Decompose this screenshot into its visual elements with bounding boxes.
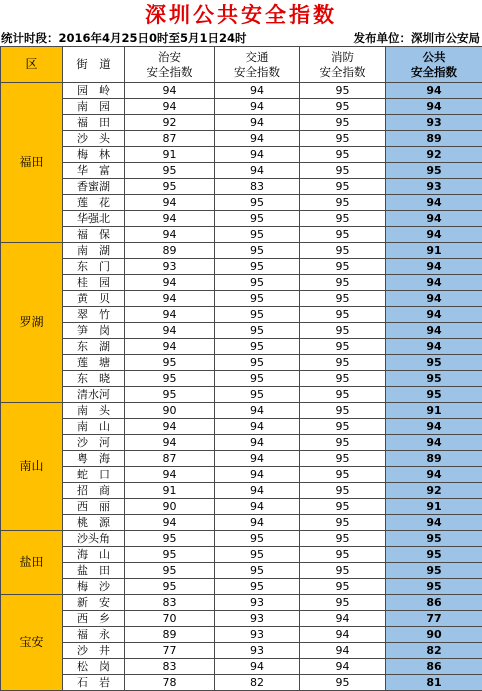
street-cell: 福 田 [63,115,125,131]
street-cell: 石 岩 [63,675,125,691]
security-cell: 78 [125,675,215,691]
traffic-cell: 95 [215,547,300,563]
header-fire: 消防 安全指数 [300,47,386,83]
fire-cell: 95 [300,499,386,515]
table-row [1,227,482,243]
table-row [1,419,482,435]
total-cell: 95 [386,547,482,563]
total-cell: 91 [386,499,482,515]
total-cell: 95 [386,387,482,403]
traffic-cell: 94 [215,451,300,467]
total-cell: 91 [386,403,482,419]
district-cell: 福田 [1,83,63,243]
total-cell: 94 [386,419,482,435]
total-cell: 77 [386,611,482,627]
traffic-cell: 94 [215,435,300,451]
security-cell: 94 [125,323,215,339]
district-cell: 南山 [1,403,63,531]
security-cell: 94 [125,195,215,211]
fire-cell: 95 [300,419,386,435]
traffic-cell: 95 [215,195,300,211]
table-row [1,659,482,675]
traffic-cell: 93 [215,643,300,659]
total-cell: 95 [386,579,482,595]
table-row [1,595,482,611]
fire-cell: 95 [300,675,386,691]
fire-cell: 95 [300,131,386,147]
table-row [1,115,482,131]
fire-cell: 95 [300,403,386,419]
street-cell: 西 丽 [63,499,125,515]
security-cell: 83 [125,659,215,675]
street-cell: 笋 岗 [63,323,125,339]
fire-cell: 95 [300,147,386,163]
traffic-cell: 95 [215,387,300,403]
table-row [1,131,482,147]
street-cell: 蛇 口 [63,467,125,483]
fire-cell: 95 [300,547,386,563]
fire-cell: 95 [300,243,386,259]
street-cell: 盐 田 [63,563,125,579]
fire-cell: 95 [300,563,386,579]
header-security: 治安 安全指数 [125,47,215,83]
security-cell: 94 [125,339,215,355]
table-row [1,259,482,275]
fire-cell: 95 [300,483,386,499]
traffic-cell: 94 [215,403,300,419]
traffic-cell: 94 [215,483,300,499]
traffic-cell: 95 [215,227,300,243]
security-cell: 95 [125,163,215,179]
total-cell: 95 [386,563,482,579]
header-row [1,47,482,83]
street-cell: 园 岭 [63,83,125,99]
table-row [1,611,482,627]
total-cell: 81 [386,675,482,691]
security-cell: 94 [125,211,215,227]
table-row [1,435,482,451]
fire-cell: 95 [300,467,386,483]
street-cell: 南 山 [63,419,125,435]
table-row [1,307,482,323]
street-cell: 沙 河 [63,435,125,451]
header-street: 街 道 [63,47,125,83]
security-cell: 95 [125,579,215,595]
fire-cell: 95 [300,83,386,99]
street-cell: 梅 沙 [63,579,125,595]
fire-cell: 95 [300,99,386,115]
table-row [1,371,482,387]
street-cell: 翠 竹 [63,307,125,323]
security-cell: 94 [125,307,215,323]
traffic-cell: 94 [215,147,300,163]
traffic-cell: 93 [215,595,300,611]
period-text: 统计时段：2016年4月25日0时至5月1日24时 [1,30,247,46]
traffic-cell: 95 [215,531,300,547]
traffic-cell: 82 [215,675,300,691]
security-cell: 95 [125,355,215,371]
page-title: 深圳公共安全指数 [0,0,482,30]
table-row [1,531,482,547]
table-body [1,83,482,691]
street-cell: 福 永 [63,627,125,643]
table-row [1,451,482,467]
street-cell: 南 湖 [63,243,125,259]
fire-cell: 95 [300,579,386,595]
index-table [0,46,482,691]
traffic-cell: 95 [215,291,300,307]
security-cell: 89 [125,243,215,259]
street-cell: 东 门 [63,259,125,275]
district-cell: 盐田 [1,531,63,595]
total-cell: 91 [386,243,482,259]
fire-cell: 95 [300,115,386,131]
street-cell: 香蜜湖 [63,179,125,195]
header-traffic: 交通 安全指数 [215,47,300,83]
security-cell: 77 [125,643,215,659]
security-cell: 95 [125,179,215,195]
total-cell: 82 [386,643,482,659]
security-cell: 95 [125,547,215,563]
table-row [1,547,482,563]
traffic-cell: 93 [215,611,300,627]
street-cell: 松 岗 [63,659,125,675]
header-total: 公共 安全指数 [386,47,482,83]
total-cell: 95 [386,371,482,387]
fire-cell: 94 [300,611,386,627]
security-cell: 90 [125,499,215,515]
street-cell: 桃 源 [63,515,125,531]
total-cell: 86 [386,659,482,675]
street-cell: 沙 头 [63,131,125,147]
traffic-cell: 94 [215,83,300,99]
table-row [1,355,482,371]
street-cell: 黄 贝 [63,291,125,307]
table-row [1,387,482,403]
meta-bar [0,30,482,46]
total-cell: 89 [386,131,482,147]
street-cell: 华强北 [63,211,125,227]
fire-cell: 95 [300,195,386,211]
table-row [1,467,482,483]
traffic-cell: 94 [215,419,300,435]
table-row [1,579,482,595]
security-cell: 87 [125,131,215,147]
total-cell: 94 [386,259,482,275]
fire-cell: 95 [300,291,386,307]
traffic-cell: 94 [215,99,300,115]
table-row [1,275,482,291]
street-cell: 东 湖 [63,339,125,355]
table-row [1,339,482,355]
traffic-cell: 94 [215,131,300,147]
security-cell: 83 [125,595,215,611]
traffic-cell: 95 [215,307,300,323]
total-cell: 94 [386,435,482,451]
security-cell: 92 [125,115,215,131]
table-row [1,515,482,531]
street-cell: 梅 林 [63,147,125,163]
total-cell: 94 [386,339,482,355]
security-cell: 94 [125,291,215,307]
security-cell: 93 [125,259,215,275]
table-row [1,643,482,659]
total-cell: 89 [386,451,482,467]
table-row [1,195,482,211]
total-cell: 93 [386,115,482,131]
traffic-cell: 94 [215,515,300,531]
publisher-text: 发布单位：深圳市公安局 [354,30,481,46]
traffic-cell: 95 [215,355,300,371]
table-row [1,163,482,179]
traffic-cell: 95 [215,259,300,275]
total-cell: 94 [386,99,482,115]
security-cell: 94 [125,419,215,435]
security-cell: 87 [125,451,215,467]
table-row [1,323,482,339]
fire-cell: 94 [300,659,386,675]
district-cell: 宝安 [1,595,63,691]
fire-cell: 95 [300,371,386,387]
security-cell: 94 [125,275,215,291]
fire-cell: 95 [300,163,386,179]
traffic-cell: 94 [215,659,300,675]
fire-cell: 95 [300,211,386,227]
total-cell: 95 [386,531,482,547]
traffic-cell: 94 [215,499,300,515]
total-cell: 94 [386,211,482,227]
security-cell: 94 [125,99,215,115]
header-district: 区 [1,47,63,83]
street-cell: 海 山 [63,547,125,563]
security-cell: 94 [125,467,215,483]
security-cell: 94 [125,515,215,531]
traffic-cell: 95 [215,211,300,227]
total-cell: 94 [386,515,482,531]
security-cell: 91 [125,483,215,499]
total-cell: 94 [386,323,482,339]
street-cell: 南 头 [63,403,125,419]
security-cell: 94 [125,227,215,243]
fire-cell: 95 [300,339,386,355]
street-cell: 西 乡 [63,611,125,627]
district-cell: 罗湖 [1,243,63,403]
street-cell: 清水河 [63,387,125,403]
street-cell: 莲 花 [63,195,125,211]
total-cell: 94 [386,307,482,323]
fire-cell: 95 [300,227,386,243]
total-cell: 95 [386,355,482,371]
table-row [1,403,482,419]
total-cell: 94 [386,467,482,483]
table-row [1,291,482,307]
total-cell: 94 [386,227,482,243]
fire-cell: 95 [300,595,386,611]
street-cell: 桂 园 [63,275,125,291]
traffic-cell: 95 [215,339,300,355]
total-cell: 95 [386,163,482,179]
security-cell: 91 [125,147,215,163]
traffic-cell: 94 [215,467,300,483]
table-row [1,499,482,515]
security-cell: 70 [125,611,215,627]
traffic-cell: 95 [215,563,300,579]
total-cell: 92 [386,483,482,499]
fire-cell: 95 [300,515,386,531]
fire-cell: 95 [300,451,386,467]
fire-cell: 95 [300,179,386,195]
security-cell: 90 [125,403,215,419]
street-cell: 沙头角 [63,531,125,547]
traffic-cell: 95 [215,275,300,291]
fire-cell: 95 [300,387,386,403]
traffic-cell: 95 [215,323,300,339]
total-cell: 92 [386,147,482,163]
security-cell: 95 [125,371,215,387]
street-cell: 莲 塘 [63,355,125,371]
traffic-cell: 94 [215,163,300,179]
security-cell: 95 [125,387,215,403]
street-cell: 东 晓 [63,371,125,387]
traffic-cell: 83 [215,179,300,195]
fire-cell: 95 [300,435,386,451]
street-cell: 招 商 [63,483,125,499]
traffic-cell: 95 [215,371,300,387]
fire-cell: 95 [300,355,386,371]
total-cell: 93 [386,179,482,195]
total-cell: 94 [386,195,482,211]
street-cell: 南 园 [63,99,125,115]
table-row [1,147,482,163]
security-cell: 95 [125,563,215,579]
traffic-cell: 93 [215,627,300,643]
table-row [1,627,482,643]
total-cell: 86 [386,595,482,611]
traffic-cell: 94 [215,115,300,131]
street-cell: 沙 井 [63,643,125,659]
table-row [1,675,482,691]
table-row [1,563,482,579]
fire-cell: 95 [300,275,386,291]
fire-cell: 95 [300,307,386,323]
street-cell: 福 保 [63,227,125,243]
security-cell: 94 [125,435,215,451]
fire-cell: 95 [300,259,386,275]
total-cell: 94 [386,291,482,307]
total-cell: 94 [386,83,482,99]
street-cell: 华 富 [63,163,125,179]
total-cell: 94 [386,275,482,291]
table-row [1,179,482,195]
table-row [1,243,482,259]
table-row [1,211,482,227]
table-row [1,99,482,115]
traffic-cell: 95 [215,579,300,595]
traffic-cell: 95 [215,243,300,259]
street-cell: 粤 海 [63,451,125,467]
security-cell: 89 [125,627,215,643]
total-cell: 90 [386,627,482,643]
fire-cell: 94 [300,643,386,659]
fire-cell: 94 [300,627,386,643]
street-cell: 新 安 [63,595,125,611]
fire-cell: 95 [300,323,386,339]
fire-cell: 95 [300,531,386,547]
table-row [1,483,482,499]
security-cell: 94 [125,83,215,99]
table-row [1,83,482,99]
security-cell: 95 [125,531,215,547]
